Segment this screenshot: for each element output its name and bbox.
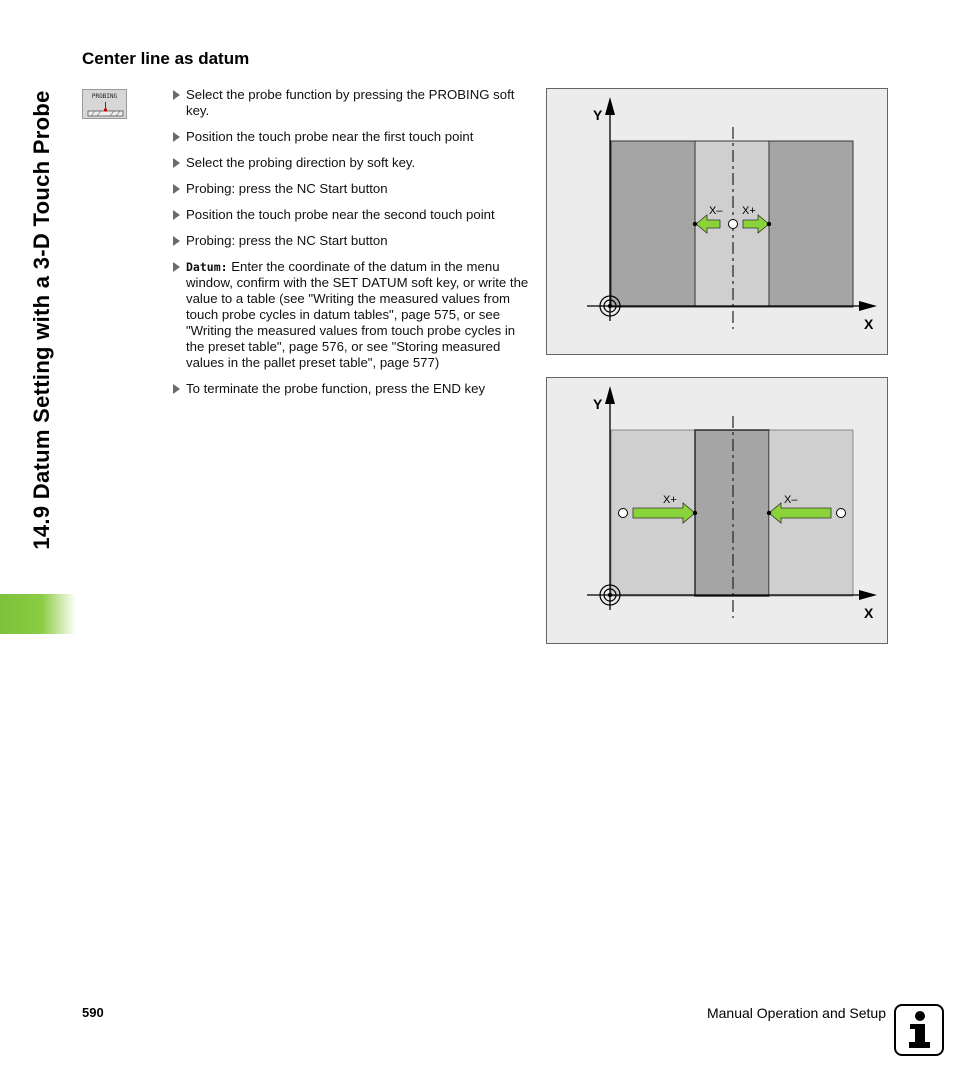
probe-direction-right-label: X–: [784, 494, 798, 506]
bullet-arrow-icon: [173, 262, 180, 272]
list-item: Position the touch probe near the first touch point: [173, 129, 529, 145]
x-axis-label: X: [864, 316, 874, 332]
figure-probing-outside: [546, 377, 888, 644]
footer-chapter-title: Manual Operation and Setup: [706, 1005, 886, 1021]
section-title: Center line as datum: [82, 49, 250, 68]
bullet-arrow-icon: [173, 236, 180, 246]
list-item: Select the probing direction by soft key.: [173, 155, 529, 171]
figure-1-drawing: [547, 89, 887, 354]
list-item: Probing: press the NC Start button: [173, 181, 529, 197]
probe-direction-left-label: X+: [663, 494, 677, 506]
softkey-label: PROBING: [91, 93, 118, 100]
bullet-arrow-icon: [173, 184, 180, 194]
bullet-arrow-icon: [173, 90, 180, 100]
list-item: Select the probe function by pressing the PROBING soft key.: [173, 87, 529, 119]
chapter-tab-marker: [0, 594, 76, 634]
x-axis-label: X: [864, 605, 874, 621]
y-axis-label: Y: [593, 107, 603, 123]
datum-keyword: Datum:: [186, 260, 228, 274]
probe-icon: [87, 102, 124, 118]
probe-direction-left-label: X–: [709, 205, 723, 217]
chapter-title-text: 14.9 Datum Setting with a 3-D Touch Probe: [29, 90, 54, 550]
bullet-arrow-icon: [173, 384, 180, 394]
figure-probing-inside: [546, 88, 888, 355]
chapter-side-title: [18, 40, 66, 600]
list-item: Position the touch probe near the second touch point: [173, 207, 529, 223]
instruction-list: [173, 87, 529, 407]
figure-2-drawing: [547, 378, 887, 643]
y-axis-label: Y: [593, 396, 603, 412]
probing-softkey: [82, 89, 127, 119]
bullet-arrow-icon: [173, 132, 180, 142]
bullet-arrow-icon: [173, 158, 180, 168]
list-item: Datum: Enter the coordinate of the datum in the menu window, confirm with the SET DATUM soft key, or write the value to a table (see "Writing the measured values from touch probe cycles in datum tables", page 575, or see "Writing the measured values from touch probe cycles in the preset table", page 576, or see "Storing measured values in the pallet preset table", page 577): [173, 259, 529, 371]
probe-direction-right-label: X+: [742, 205, 756, 217]
info-icon: [894, 1004, 944, 1056]
page-number: 590: [82, 1005, 104, 1020]
list-item: To terminate the probe function, press the END key: [173, 381, 529, 397]
list-item: Probing: press the NC Start button: [173, 233, 529, 249]
bullet-arrow-icon: [173, 210, 180, 220]
